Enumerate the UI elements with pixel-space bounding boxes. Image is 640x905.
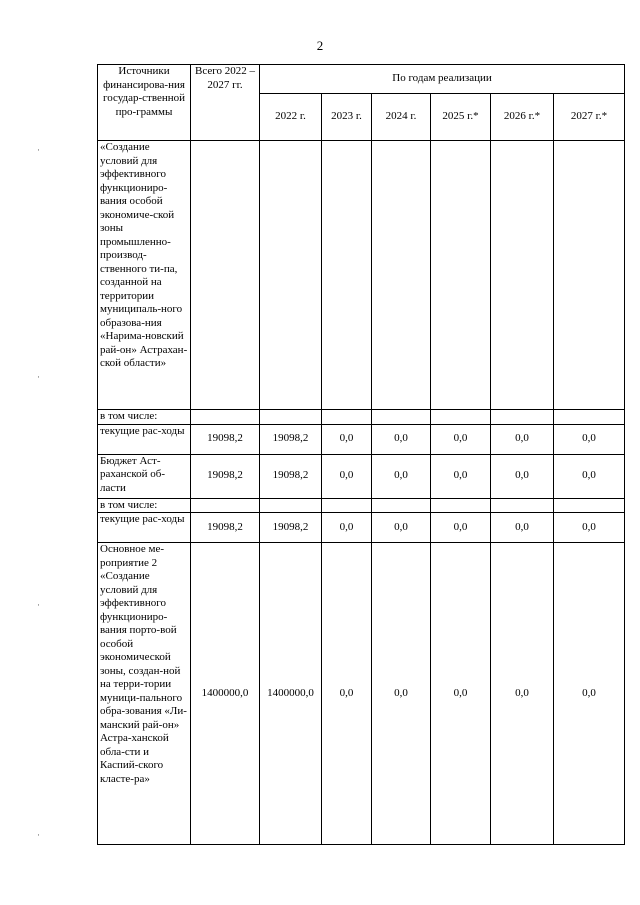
header-year: 2024 г. bbox=[372, 94, 431, 141]
row-source: текущие рас-ходы bbox=[98, 513, 191, 543]
row-value: 0,0 bbox=[431, 543, 491, 845]
table-row bbox=[98, 498, 625, 513]
scan-dot: · bbox=[37, 372, 40, 382]
row-value: 0,0 bbox=[372, 513, 431, 543]
table-row bbox=[98, 424, 625, 454]
row-source: в том числе: bbox=[98, 410, 191, 425]
scan-dot: · bbox=[37, 600, 40, 610]
row-value: 19098,2 bbox=[260, 454, 322, 498]
row-value: 0,0 bbox=[372, 454, 431, 498]
row-source: «Создание условий для эффективного функциониро-вания особой экономиче-ской зоны промышленно-производ-ственного ти-па, созданной на территории муниципаль-ного образова-ния «Нарима-новский рай-он» Астрахан-ской области» bbox=[98, 141, 191, 410]
row-value: 0,0 bbox=[322, 543, 372, 845]
row-value: 0,0 bbox=[372, 543, 431, 845]
row-value: 0,0 bbox=[491, 543, 554, 845]
table-row bbox=[98, 543, 625, 845]
financing-table bbox=[97, 64, 625, 845]
scan-dot: · bbox=[37, 830, 40, 840]
row-value: 0,0 bbox=[431, 513, 491, 543]
row-value: 0,0 bbox=[491, 513, 554, 543]
row-total: 19098,2 bbox=[191, 454, 260, 498]
row-value: 0,0 bbox=[322, 454, 372, 498]
row-value: 0,0 bbox=[491, 424, 554, 454]
row-value: 0,0 bbox=[431, 454, 491, 498]
row-total: 19098,2 bbox=[191, 513, 260, 543]
header-source: Источники финансирова-ния государ-ственной про-граммы bbox=[98, 65, 191, 141]
row-value: 0,0 bbox=[431, 424, 491, 454]
row-value: 0,0 bbox=[554, 543, 625, 845]
header-year: 2023 г. bbox=[322, 94, 372, 141]
row-value: 0,0 bbox=[322, 424, 372, 454]
row-value: 0,0 bbox=[554, 454, 625, 498]
row-source: текущие рас-ходы bbox=[98, 424, 191, 454]
header-total: Всего 2022 – 2027 гг. bbox=[191, 65, 260, 141]
row-value: 0,0 bbox=[322, 513, 372, 543]
row-value: 0,0 bbox=[372, 424, 431, 454]
row-source: Основное ме-роприятие 2 «Создание условий для эффективного функциониро-вания порто-вой особой экономической зоны, создан-ной на терри-тории муници-пального обра-зования «Ли-манский рай-он» Астра-ханской обла-сти и Каспий-ского класте-ра» bbox=[98, 543, 191, 845]
table-row bbox=[98, 141, 625, 410]
row-value: 0,0 bbox=[554, 424, 625, 454]
header-year: 2027 г.* bbox=[554, 94, 625, 141]
table-row bbox=[98, 454, 625, 498]
row-value: 1400000,0 bbox=[260, 543, 322, 845]
row-value: 0,0 bbox=[554, 513, 625, 543]
row-source: в том числе: bbox=[98, 498, 191, 513]
scan-dot: · bbox=[37, 145, 40, 155]
row-value: 0,0 bbox=[491, 454, 554, 498]
header-years-group: По годам реализации bbox=[260, 65, 625, 94]
row-value: 19098,2 bbox=[260, 424, 322, 454]
page-number: 2 bbox=[316, 38, 324, 53]
header-year: 2026 г.* bbox=[491, 94, 554, 141]
header-year: 2022 г. bbox=[260, 94, 322, 141]
row-total: 1400000,0 bbox=[191, 543, 260, 845]
row-source: Бюджет Аст-раханской об-ласти bbox=[98, 454, 191, 498]
row-value: 19098,2 bbox=[260, 513, 322, 543]
header-year: 2025 г.* bbox=[431, 94, 491, 141]
table-row bbox=[98, 410, 625, 425]
row-total: 19098,2 bbox=[191, 424, 260, 454]
table-row bbox=[98, 513, 625, 543]
